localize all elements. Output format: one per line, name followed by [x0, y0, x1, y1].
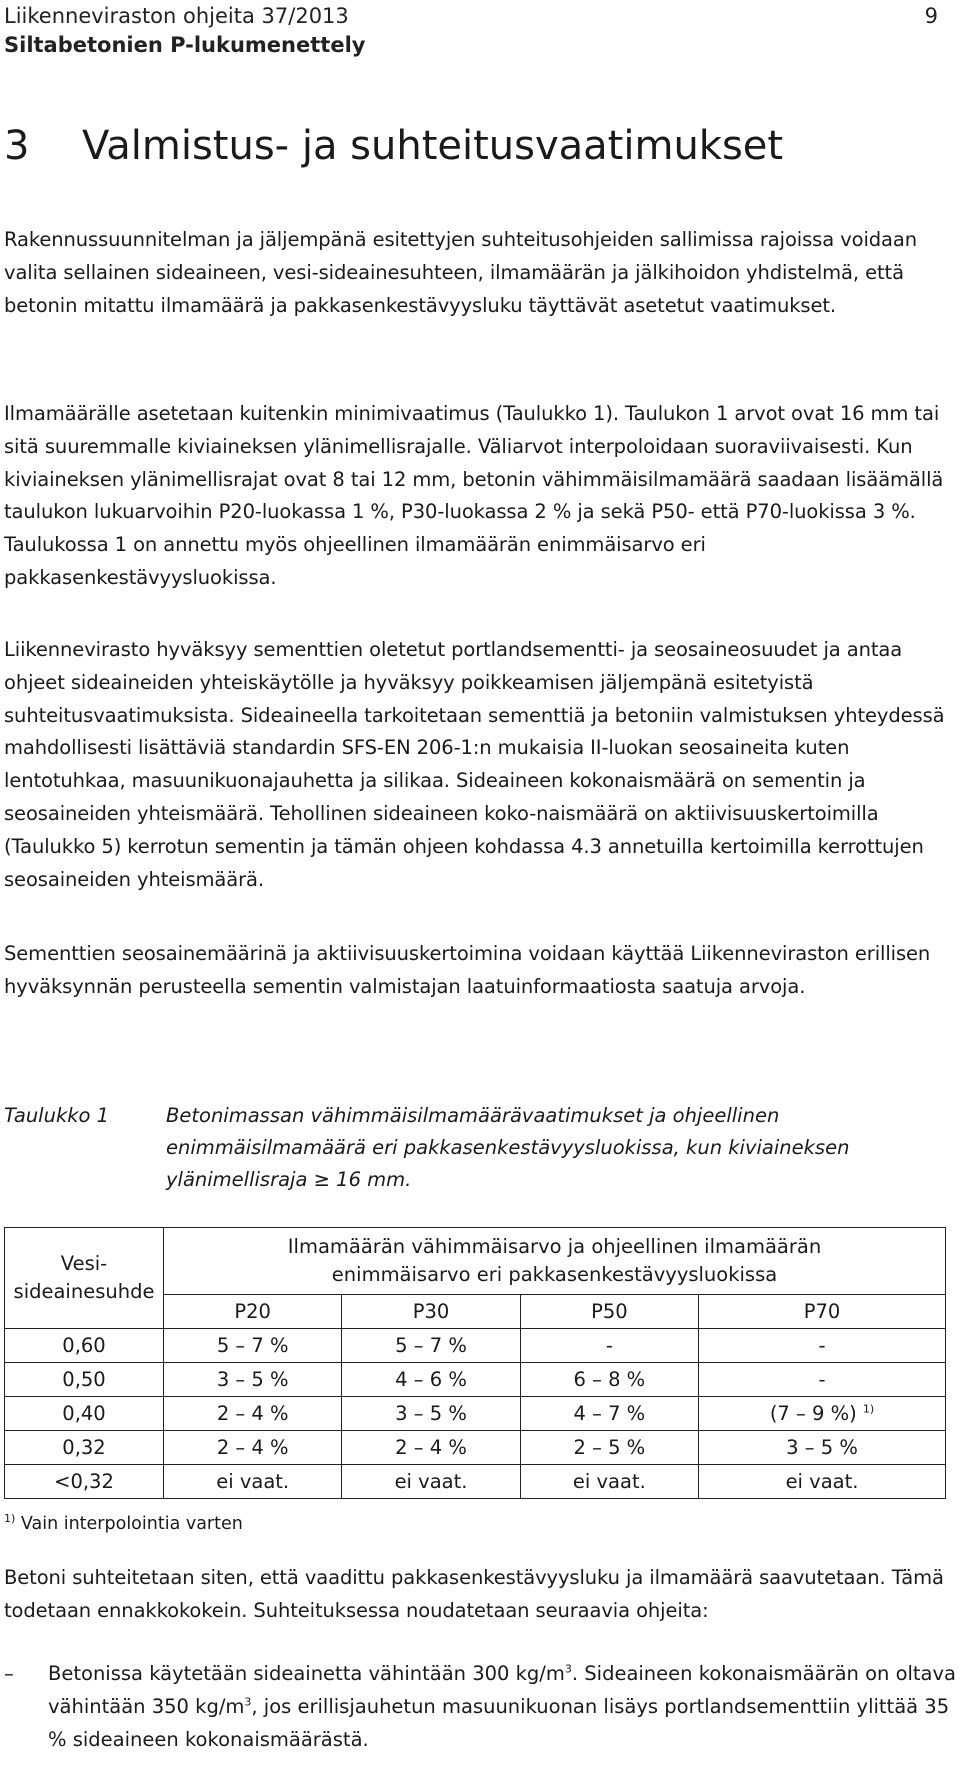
table-row [5, 1329, 946, 1363]
table-row [5, 1465, 946, 1499]
table-row [5, 1397, 946, 1431]
paragraph-3: Liikennevirasto hyväksyy sementtien oletetut portlandsementti- ja seosaineosuudet ja antaa ohjeet sideaineiden yhteiskäytölle ja hyväksyy poikkeamisen jäljempänä esitetyistä suhteitusvaatimuksista. Sideaineella tarkoitetaan sementtiä ja betoniin valmistuksen yhteydessä mahdollisesti lisättäviä standardin SFS-EN 206-1:n mukaisia II-luokan seosaineita kuten lentotuhkaa, masuunikuonajauhetta ja silikaa. Sideaineen kokonaismäärä on sementin ja seosaineiden yhteismäärä. Tehollinen sideaineen koko-naismäärä on aktiivisuuskertoimilla (Taulukko 5) kerrotun sementin ja tämän ohjeen kohdassa 4.3 annetuilla kertoimilla kerrottujen seosaineiden yhteismäärä. [4, 638, 945, 891]
table-cell: 0,60 [5, 1329, 164, 1363]
list-item [4, 1658, 956, 1756]
paragraph-2: Ilmamäärälle asetetaan kuitenkin minimivaatimus (Taulukko 1). Taulukon 1 arvot ovat 16 mm tai sitä suuremmalle kiviaineksen ylänimellisrajalle. Väliarvot interpoloidaan suoraviivaisesti. Kun kiviaineksen ylänimellisrajat ovat 8 tai 12 mm, betonin vähimmäisilmamäärä saadaan lisäämällä taulukon lukuarvoihin P20-luokassa 1 %, P30-luokassa 2 % ja sekä P50- että P70-luokissa 3 %. Taulukossa 1 on annettu myös ohjeellinen ilmamäärän enimmäisarvo eri pakkasenkestävyysluokissa. [4, 402, 944, 589]
ratio-header-line-1: Vesi- [60, 1252, 108, 1275]
paragraph-1: Rakennussuunnitelman ja jäljempänä esitettyjen suhteitusohjeiden sallimissa rajoissa voidaan valita sellainen sideaineen, vesi-sideainesuhteen, ilmamäärän ja jälkihoidon yhdistelmä, että betonin mitattu ilmamäärä ja pakkasenkestävyysluku täyttävät asetetut vaatimukset. [4, 228, 918, 317]
chapter-title: Valmistus- ja suhteitusvaatimukset [82, 123, 784, 169]
table-cell-value: (7 – 9 %) [769, 1401, 857, 1425]
list-text-1: Betonissa käytetään sideainetta vähintään 300 kg/m [48, 1662, 565, 1685]
table-cell: 0,32 [5, 1431, 164, 1465]
publication-title: Liikenneviraston ohjeita 37/2013 [4, 4, 349, 28]
table-cell: 0,40 [5, 1397, 164, 1431]
table-cell: 2 – 4 % [342, 1431, 520, 1465]
ratio-column-header [5, 1228, 164, 1329]
table-cell: - [699, 1329, 946, 1363]
paragraph-5: Betoni suhteitetaan siten, että vaadittu pakkasenkestävyysluku ja ilmamäärä saavutetaan. Tämä todetaan ennakkokokein. Suhteituksessa noudatetaan seuraavia ohjeita: [4, 1566, 944, 1622]
table-cell: - [699, 1363, 946, 1397]
air-content-table [4, 1227, 946, 1499]
table-cell: ei vaat. [520, 1465, 698, 1499]
table-cell: 2 – 5 % [520, 1431, 698, 1465]
table-cell: 4 – 6 % [342, 1363, 520, 1397]
table-cell-with-footnote [699, 1397, 946, 1431]
table-caption-text: Betonimassan vähimmäisilmamäärävaatimukset ja ohjeellinen enimmäisilmamäärä eri pakkasenkestävyysluokissa, kun kiviaineksen ylänimellisraja ≥ 16 mm. [166, 1104, 850, 1191]
table-cell: 3 – 5 % [342, 1397, 520, 1431]
table-cell: 0,50 [5, 1363, 164, 1397]
group-header-line-1: Ilmamäärän vähimmäisarvo ja ohjeellinen ilmamäärän [287, 1235, 822, 1258]
superscript-3b: 3 [244, 1695, 252, 1709]
column-header-p20: P20 [164, 1295, 342, 1329]
list-text-2: . Sideaineen kokonaismäärän on oltava vähintään 350 kg/m [48, 1662, 957, 1718]
table-caption-label: Taulukko 1 [4, 1104, 110, 1127]
superscript-3: 3 [564, 1662, 572, 1676]
table-cell: 4 – 7 % [520, 1397, 698, 1431]
ratio-header-line-2: sideainesuhde [13, 1280, 155, 1303]
column-header-p50: P50 [520, 1295, 698, 1329]
table-footnote [4, 1512, 243, 1536]
table-cell: 5 – 7 % [342, 1329, 520, 1363]
table-cell: 6 – 8 % [520, 1363, 698, 1397]
group-header-line-2: enimmäisarvo eri pakkasenkestävyysluokissa [331, 1263, 778, 1286]
table-cell: 2 – 4 % [164, 1397, 342, 1431]
page-number: 9 [924, 4, 938, 28]
table-cell: 2 – 4 % [164, 1431, 342, 1465]
table-cell: - [520, 1329, 698, 1363]
table-cell: ei vaat. [342, 1465, 520, 1499]
table-row [5, 1363, 946, 1397]
table-cell: 3 – 5 % [699, 1431, 946, 1465]
class-group-header [164, 1228, 946, 1295]
running-header [4, 2, 365, 60]
chapter-number: 3 [4, 123, 30, 169]
table-cell: <0,32 [5, 1465, 164, 1499]
table-cell: ei vaat. [699, 1465, 946, 1499]
document-subtitle: Siltabetonien P-lukumenettely [4, 33, 366, 57]
footnote-marker: 1) [4, 1512, 16, 1526]
mix-design-list [4, 1658, 956, 1756]
table-cell: 5 – 7 % [164, 1329, 342, 1363]
table-cell: 3 – 5 % [164, 1363, 342, 1397]
table-row [5, 1431, 946, 1465]
footnote-text: Vain interpolointia varten [20, 1514, 243, 1534]
list-text-3: , jos erillisjauhetun masuunikuonan lisäys portlandsementtiin ylittää 35 % sideaineen kokonaismäärästä. [48, 1694, 950, 1751]
column-header-p70: P70 [699, 1295, 946, 1329]
column-header-p30: P30 [342, 1295, 520, 1329]
footnote-ref: 1) [862, 1402, 875, 1415]
list-dash: – [4, 1662, 14, 1685]
table-cell: ei vaat. [164, 1465, 342, 1499]
chapter-heading [4, 120, 783, 172]
table-header-row [5, 1228, 946, 1295]
paragraph-4: Sementtien seosainemäärinä ja aktiivisuuskertoimina voidaan käyttää Liikenneviraston erillisen hyväksynnän perusteella sementin valmistajan laatuinformaatiosta saatuja arvoja. [4, 942, 931, 998]
